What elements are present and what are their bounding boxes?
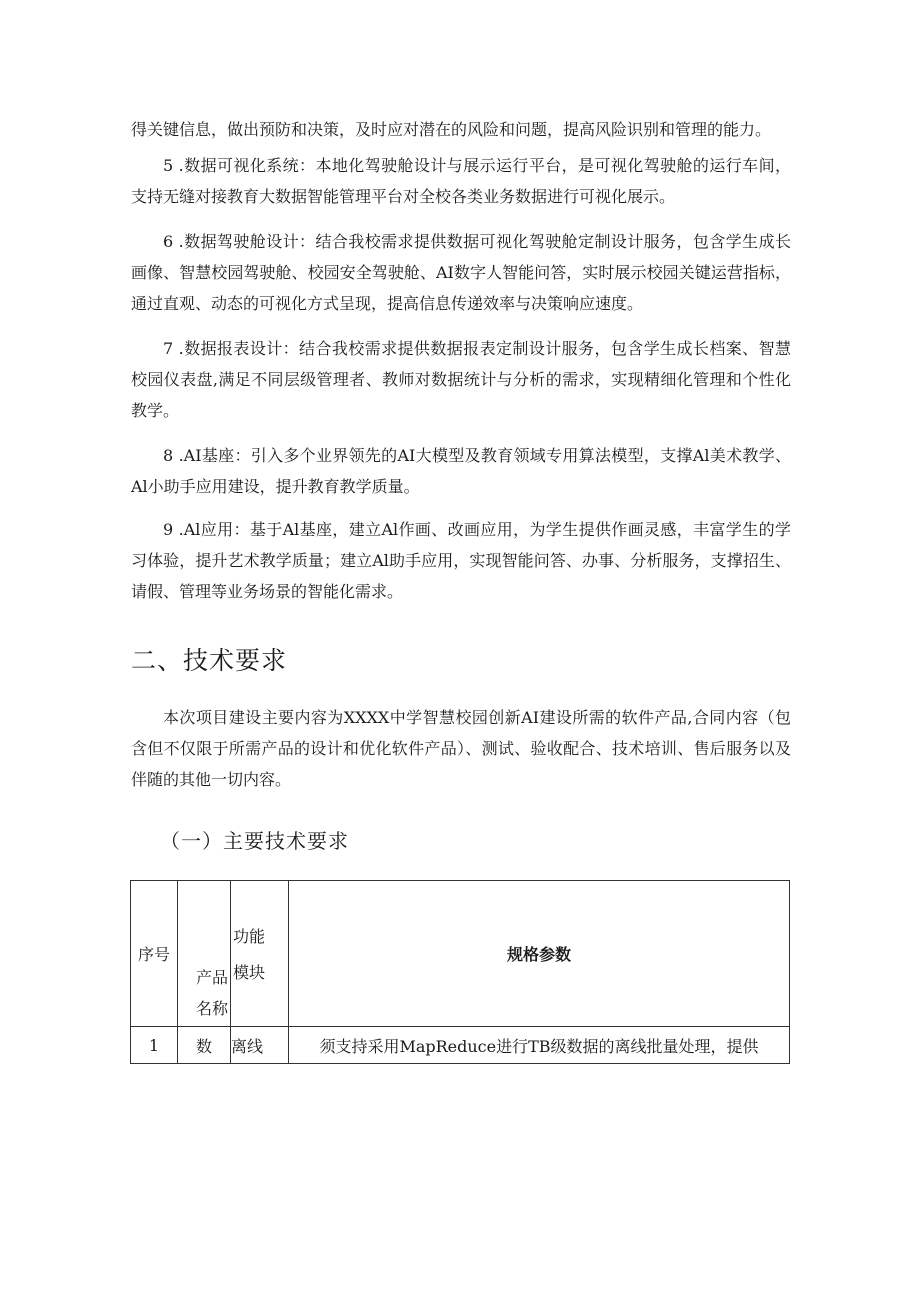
header-product-name-line2: 名称 <box>195 999 228 1018</box>
header-seq-label: 序号 <box>137 945 170 964</box>
section-intro-paragraph: 本次项目建设主要内容为XXXX中学智慧校园创新AI建设所需的软件产品,合同内容（包含但不仅限于所需产品的设计和优化软件产品）、测试、验收配合、技术培训、售后服务以及伴随的其他一切内容。 <box>131 708 791 789</box>
paragraph-item-8: 8 .AI基座：引入多个业界领先的AI大模型及教育领域专用算法模型，支撑Al美术教学、Al小助手应用建设，提升教育教学质量。 <box>131 446 791 496</box>
header-spec-label: 规格参数 <box>506 945 571 964</box>
row-seq: 1 <box>131 1027 178 1064</box>
paragraph-item-6: 6 .数据驾驶舱设计：结合我校需求提供数据可视化驾驶舱定制设计服务，包含学生成长画像、智慧校园驾驶舱、校园安全驾驶舱、AI数字人智能问答，实时展示校园关键运营指标，通过直观、动态的可视化方式呈现，提高信息传递效率与决策响应速度。 <box>131 232 791 313</box>
row-spec: 须支持采用MapReduce进行TB级数据的离线批量处理，提供 <box>289 1027 790 1064</box>
row-module: 离线 <box>231 1027 289 1064</box>
paragraph-continuation: 得关键信息，做出预防和决策，及时应对潜在的风险和问题，提高风险识别和管理的能力。 <box>131 120 772 139</box>
header-product-name <box>178 881 231 1027</box>
row-product-name: 数 <box>178 1027 231 1064</box>
header-module-line2: 模块 <box>233 963 266 982</box>
paragraph-item-5: 5 .数据可视化系统：本地化驾驶舱设计与展示运行平台，是可视化驾驶舱的运行车间，支持无缝对接教育大数据智能管理平台对全校各类业务数据进行可视化展示。 <box>131 156 791 206</box>
table-row <box>131 1027 790 1064</box>
spec-table <box>130 880 790 1064</box>
header-spec <box>289 881 790 1027</box>
paragraph-item-7: 7 .数据报表设计：结合我校需求提供数据报表定制设计服务，包含学生成长档案、智慧校园仪表盘,满足不同层级管理者、教师对数据统计与分析的需求，实现精细化管理和个性化教学。 <box>131 339 791 420</box>
header-seq <box>131 881 178 1027</box>
table-header-row <box>131 881 790 1027</box>
section-heading: 二、技术要求 <box>131 646 288 675</box>
header-module <box>231 881 289 1027</box>
paragraph-item-9: 9 .Al应用：基于Al基座，建立Al作画、改画应用，为学生提供作画灵感，丰富学生的学习体验，提升艺术教学质量；建立Al助手应用，实现智能问答、办事、分析服务，支撑招生、请假、管理等业务场景的智能化需求。 <box>131 520 791 601</box>
header-product-name-line1: 产品 <box>195 968 228 987</box>
header-module-line1: 功能 <box>233 927 266 946</box>
subsection-heading: （一）主要技术要求 <box>160 829 349 853</box>
